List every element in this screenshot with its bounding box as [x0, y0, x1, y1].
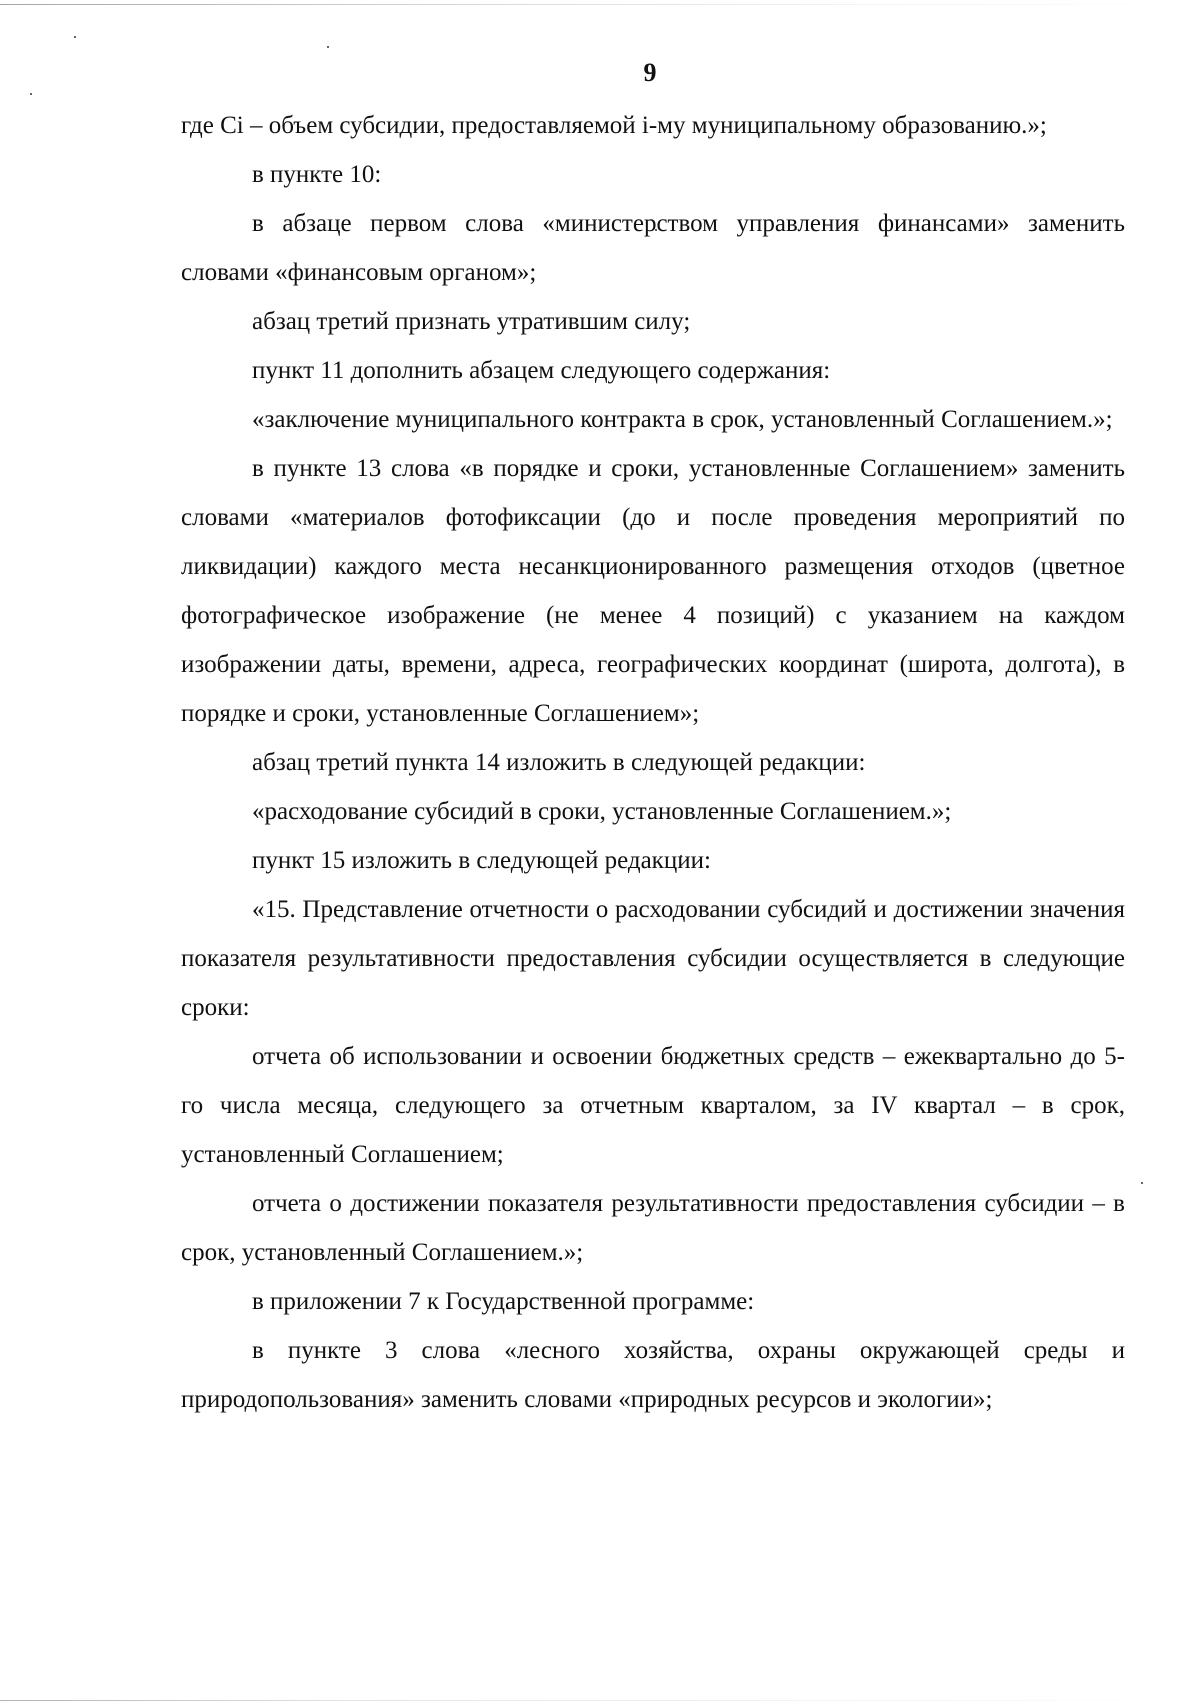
scan-speck: [74, 36, 76, 38]
paragraph: в абзаце первом слова «министерством управления финансами» заменить словами «финансовым органом»;: [181, 210, 1125, 286]
paragraph: в приложении 7 к Государственной программе:: [252, 1288, 755, 1315]
paragraph: абзац третий признать утратившим силу;: [252, 308, 691, 335]
paragraph: «15. Представление отчетности о расходовании субсидий и достижении значения показателя результативности предоставления субсидии осуществляется в следующие сроки:: [181, 896, 1125, 1021]
page-number: 9: [643, 58, 657, 87]
paragraph: пункт 15 изложить в следующей редакции:: [252, 847, 711, 874]
paragraph: в пункте 3 слова «лесного хозяйства, охраны окружающей среды и природопользования» заменить словами «природных ресурсов и экологии»;: [181, 1337, 1125, 1413]
paragraph: «заключение муниципального контракта в срок, установленный Соглашением.»;: [252, 406, 1113, 433]
paragraph: в пункте 13 слова «в порядке и сроки, установленные Соглашением» заменить словами «материалов фотофиксации (до и после проведения мероприятий по ликвидации) каждого места несанкционированного размещения отходов (цветное фотографическое изображение (не менее 4 позиций) с указанием на каждом изображении даты, времени, адреса, географических координат (широта, долгота), в порядке и сроки, установленные Соглашением»;: [181, 455, 1125, 727]
paragraph: «расходование субсидий в сроки, установленные Соглашением.»;: [252, 798, 952, 825]
paragraph: где Ci – объем субсидии, предоставляемой i-му муниципальному образованию.»;: [181, 112, 1047, 139]
paragraph: абзац третий пункта 14 изложить в следующей редакции:: [252, 749, 866, 776]
scan-edge-top: [0, 4, 1200, 5]
paragraph: отчета о достижении показателя результативности предоставления субсидии – в срок, установленный Соглашением.»;: [181, 1190, 1125, 1266]
paragraph: в пункте 10:: [252, 161, 382, 188]
document-body: [181, 101, 1125, 1424]
scan-speck: [1141, 1182, 1143, 1184]
scan-speck: [327, 46, 329, 48]
paragraph: отчета об использовании и освоении бюджетных средств – ежеквартально до 5-го числа месяца, следующего за отчетным кварталом, за IV квартал – в срок, установленный Соглашением;: [181, 1043, 1125, 1168]
scan-speck: [30, 93, 32, 95]
scan-edge-bottom: [0, 1700, 1200, 1701]
paragraph: пункт 11 дополнить абзацем следующего содержания:: [252, 357, 831, 384]
